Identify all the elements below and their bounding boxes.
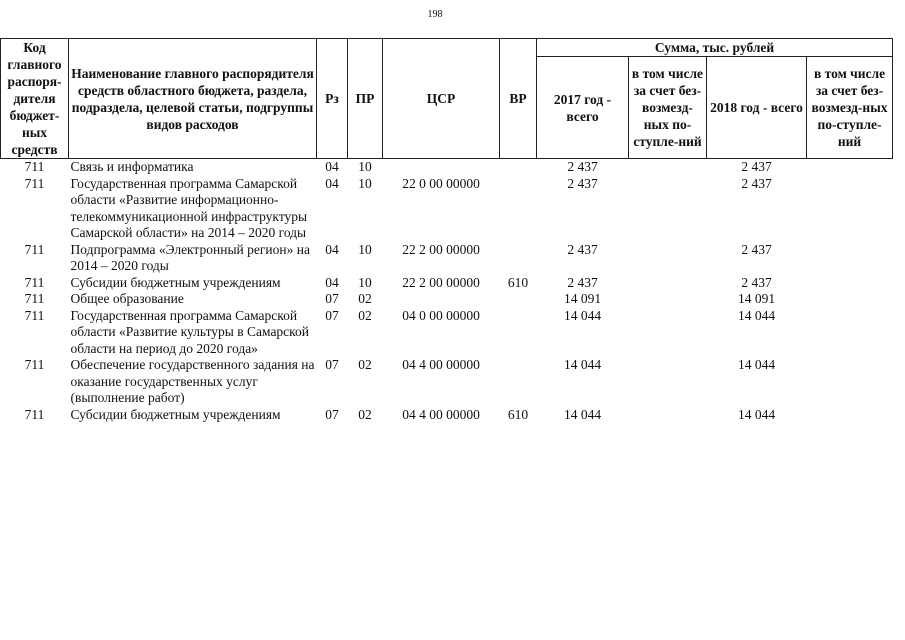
cell-name: Государственная программа Самарской области «Развитие культуры в Самарской области на период до 2020 года» <box>70 307 310 356</box>
table-row <box>1 242 893 275</box>
table-row <box>1 159 893 176</box>
cell-csr: 22 0 00 00000 <box>402 175 480 191</box>
cell-vr <box>500 176 537 242</box>
cell-2017-total: 14 044 <box>563 307 602 323</box>
table-row <box>1 407 893 424</box>
cell-2018-grants <box>807 357 893 407</box>
cell-2017-total: 2 437 <box>567 159 598 174</box>
cell-2017-grants <box>629 308 707 358</box>
cell-vr <box>500 357 537 407</box>
cell-code: 711 <box>24 307 45 323</box>
cell-csr <box>383 291 500 308</box>
cell-2017-grants <box>629 242 707 275</box>
cell-rz: 07 <box>325 406 339 422</box>
cell-pr: 10 <box>358 159 372 174</box>
cell-code: 711 <box>24 241 45 257</box>
cell-rz: 04 <box>325 274 339 290</box>
page-number: 198 <box>427 9 443 20</box>
table-row <box>1 176 893 242</box>
table-row <box>1 291 893 308</box>
cell-pr: 10 <box>358 241 372 257</box>
cell-rz: 07 <box>325 357 339 372</box>
cell-2017-grants <box>629 407 707 424</box>
table-header <box>1 39 893 159</box>
header-pr: ПР <box>348 39 383 159</box>
cell-2017-total: 2 437 <box>567 274 598 290</box>
cell-2017-total: 14 091 <box>563 291 602 306</box>
cell-name: Государственная программа Самарской области «Развитие информационно-телекоммуникационной инфраструктуры Самарской области» на 2014 – 2020 годы <box>70 175 308 240</box>
header-code: Код главного распоря-дителя бюджет-ных средств <box>1 39 69 159</box>
header-csr: ЦСР <box>383 39 500 159</box>
cell-pr: 10 <box>358 175 372 191</box>
cell-pr: 02 <box>358 406 372 422</box>
cell-2018-grants <box>807 291 893 308</box>
cell-name: Обеспечение государственного задания на оказание государственных услуг (выполнение работ) <box>70 357 315 405</box>
header-rz: Рз <box>317 39 348 159</box>
cell-vr <box>500 291 537 308</box>
header-2018-grants: в том числе за счет без-возмезд-ных по-ступле-ний <box>807 57 893 159</box>
cell-code: 711 <box>24 357 45 372</box>
cell-2018-grants <box>807 242 893 275</box>
cell-vr <box>500 242 537 275</box>
cell-rz: 04 <box>325 241 339 257</box>
cell-rz: 04 <box>325 159 339 174</box>
cell-2017-grants <box>629 159 707 176</box>
cell-2018-total: 2 437 <box>741 159 772 174</box>
cell-2017-grants <box>629 291 707 308</box>
cell-2018-grants <box>807 159 893 176</box>
header-2017-grants: в том числе за счет без-возмезд-ных по-ступле-ний <box>629 57 707 159</box>
cell-csr: 22 2 00 00000 <box>402 274 480 290</box>
cell-csr: 22 2 00 00000 <box>402 241 480 257</box>
cell-vr <box>500 308 537 358</box>
cell-name: Субсидии бюджетным учреждениям <box>70 406 281 422</box>
cell-code: 711 <box>24 159 45 174</box>
cell-2017-grants <box>629 357 707 407</box>
cell-2018-total: 14 044 <box>737 406 776 422</box>
budget-table <box>0 38 893 423</box>
header-2017-total: 2017 год - всего <box>537 57 629 159</box>
cell-code: 711 <box>24 274 45 290</box>
cell-rz: 04 <box>325 175 339 191</box>
cell-2017-total: 2 437 <box>567 175 598 191</box>
cell-csr: 04 0 00 00000 <box>402 307 480 323</box>
cell-2018-total: 2 437 <box>741 241 772 257</box>
cell-pr: 02 <box>358 307 372 323</box>
table-row <box>1 308 893 358</box>
header-2018-total: 2018 год - всего <box>707 57 807 159</box>
cell-vr: 610 <box>507 274 529 290</box>
cell-2018-total: 14 091 <box>737 291 776 306</box>
cell-vr <box>500 159 537 176</box>
cell-2018-grants <box>807 275 893 292</box>
table-row <box>1 275 893 292</box>
cell-vr: 610 <box>507 406 529 422</box>
header-sum-group: Сумма, тыс. рублей <box>537 39 893 57</box>
cell-csr: 04 4 00 00000 <box>402 357 480 372</box>
cell-name: Связь и информатика <box>70 159 194 174</box>
cell-2017-grants <box>629 176 707 242</box>
cell-2017-total: 14 044 <box>563 357 602 372</box>
cell-name: Субсидии бюджетным учреждениям <box>70 274 281 290</box>
cell-rz: 07 <box>325 307 339 323</box>
cell-2018-total: 2 437 <box>741 175 772 191</box>
table-body <box>1 159 893 424</box>
cell-2018-total: 14 044 <box>737 357 776 372</box>
cell-pr: 02 <box>358 357 372 372</box>
cell-rz: 07 <box>325 291 339 306</box>
cell-2018-grants <box>807 308 893 358</box>
cell-code: 711 <box>24 406 45 422</box>
cell-code: 711 <box>24 175 45 191</box>
header-vr: ВР <box>500 39 537 159</box>
cell-code: 711 <box>24 291 45 306</box>
cell-name: Подпрограмма «Электронный регион» на 2014 – 2020 годы <box>70 241 310 273</box>
cell-2018-grants <box>807 176 893 242</box>
cell-pr: 10 <box>358 274 372 290</box>
cell-name: Общее образование <box>70 291 184 306</box>
cell-csr <box>383 159 500 176</box>
header-name: Наименование главного распорядителя средств областного бюджета, раздела, подраздела, целевой статьи, подгруппы видов расходов <box>69 39 317 159</box>
cell-2017-grants <box>629 275 707 292</box>
table-row <box>1 357 893 407</box>
cell-2018-total: 2 437 <box>741 274 772 290</box>
cell-2018-total: 14 044 <box>737 307 776 323</box>
cell-2017-total: 14 044 <box>563 406 602 422</box>
cell-csr: 04 4 00 00000 <box>402 406 480 422</box>
cell-2018-grants <box>807 407 893 424</box>
cell-pr: 02 <box>358 291 372 306</box>
cell-2017-total: 2 437 <box>567 241 598 257</box>
